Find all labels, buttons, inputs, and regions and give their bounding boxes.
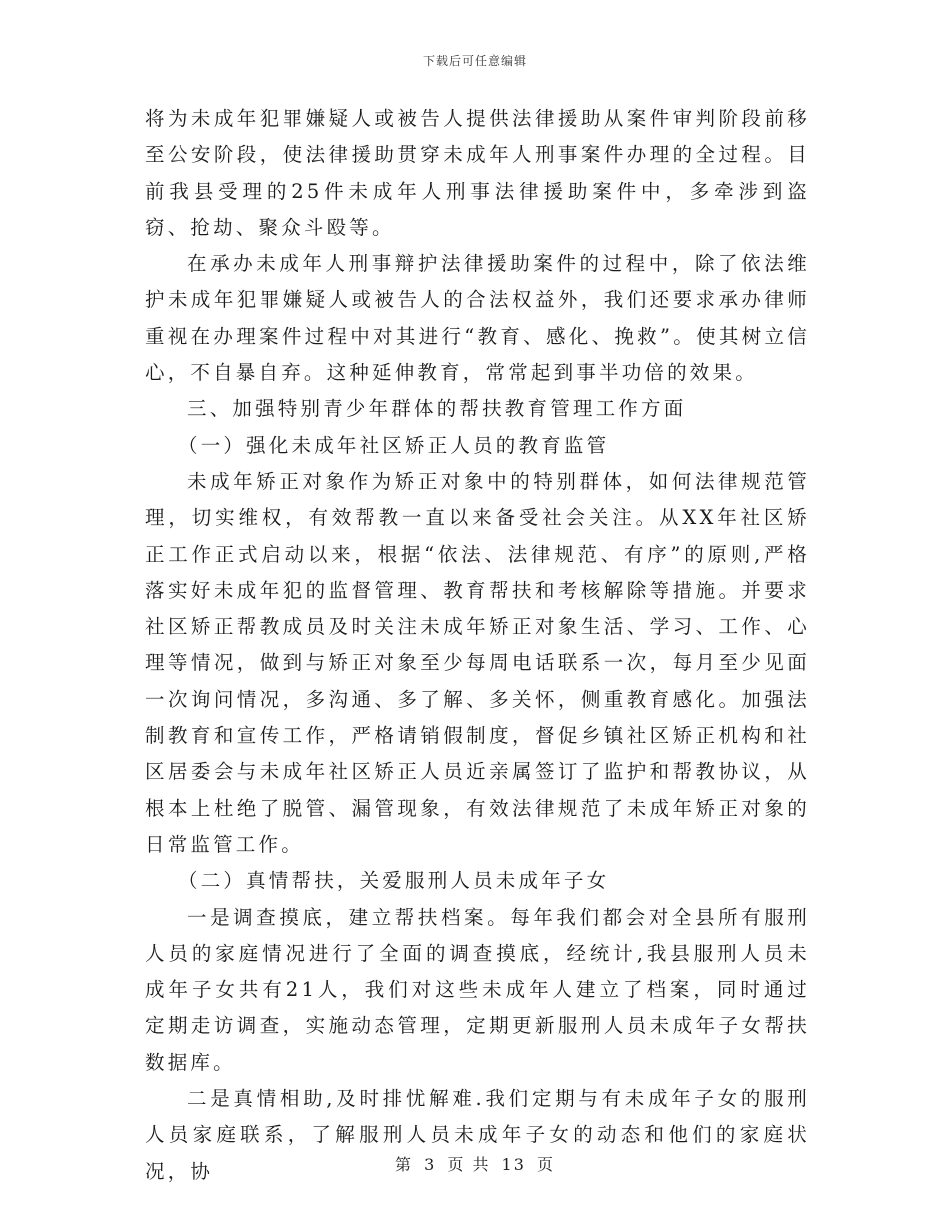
- paragraph-survey-archive: 一是调查摸底，建立帮扶档案。每年我们都会对全县所有服刑人员的家庭情况进行了全面的调查摸底，经统计,我县服刑人员未成年子女共有21人，我们对这些未成年人建立了档案，同时通过定期走访调查，实施动态管理，定期更新服刑人员未成年子女帮扶数据库。: [145, 905, 810, 1074]
- footer-page-number: 3: [424, 1155, 437, 1174]
- paragraph-continuation: 将为未成年犯罪嫌疑人或被告人提供法律援助从案件审判阶段前移至公安阶段，使法律援助贯穿未成年人刑事案件办理的全过程。目前我县受理的25件未成年人刑事法律援助案件中，多牵涉到盗窃、抢劫、聚众斗殴等。: [145, 107, 810, 239]
- footer-page-prefix: 第: [394, 1155, 413, 1174]
- footer-page-middle: 页 共: [447, 1155, 491, 1174]
- paragraph-sincere-help: 二是真情相助,及时排忧解难.我们定期与有未成年子女的服刑人员家庭联系，了解服刑人员未成年子女的动态和他们的家庭状况，协: [145, 1087, 810, 1183]
- section-heading-3: 三、加强特别青少年群体的帮扶教育管理工作方面: [187, 397, 687, 421]
- page-footer: [0, 1152, 950, 1175]
- footer-page-total: 13: [501, 1155, 526, 1174]
- document-body: [145, 101, 810, 1190]
- paragraph-community-correction: 未成年矫正对象作为矫正对象中的特别群体，如何法律规范管理，切实维权，有效帮教一直以来备受社会关注。从XX年社区矫正工作正式启动以来，根据“依法、法律规范、有序”的原则,严格落实好未成年犯的监督管理、教育帮扶和考核解除等措施。并要求社区矫正帮教成员及时关注未成年矫正对象生活、学习、工作、心理等情况，做到与矫正对象至少每周电话联系一次，每月至少见面一次询问情况，多沟通、多了解、多关怀，侧重教育感化。加强法制教育和宣传工作，严格请销假制度，督促乡镇社区矫正机构和社区居委会与未成年社区矫正人员近亲属签订了监护和帮教协议，从根本上杜绝了脱管、漏管现象，有效法律规范了未成年矫正对象的日常监管工作。: [145, 469, 810, 856]
- paragraph-extended-education: 在承办未成年人刑事辩护法律援助案件的过程中，除了依法维护未成年犯罪嫌疑人或被告人的合法权益外，我们还要求承办律师重视在办理案件过程中对其进行“教育、感化、挽救”。使其树立信心，不自暴自弃。这种延伸教育，常常起到事半功倍的效果。: [145, 252, 810, 385]
- subsection-heading-2: （二）真情帮扶，关爱服刑人员未成年子女: [178, 869, 610, 893]
- footer-page-suffix: 页: [537, 1155, 556, 1174]
- subsection-heading-1: （一）强化未成年社区矫正人员的教育监管: [178, 433, 610, 457]
- header-note: 下载后可任意编辑: [422, 54, 527, 68]
